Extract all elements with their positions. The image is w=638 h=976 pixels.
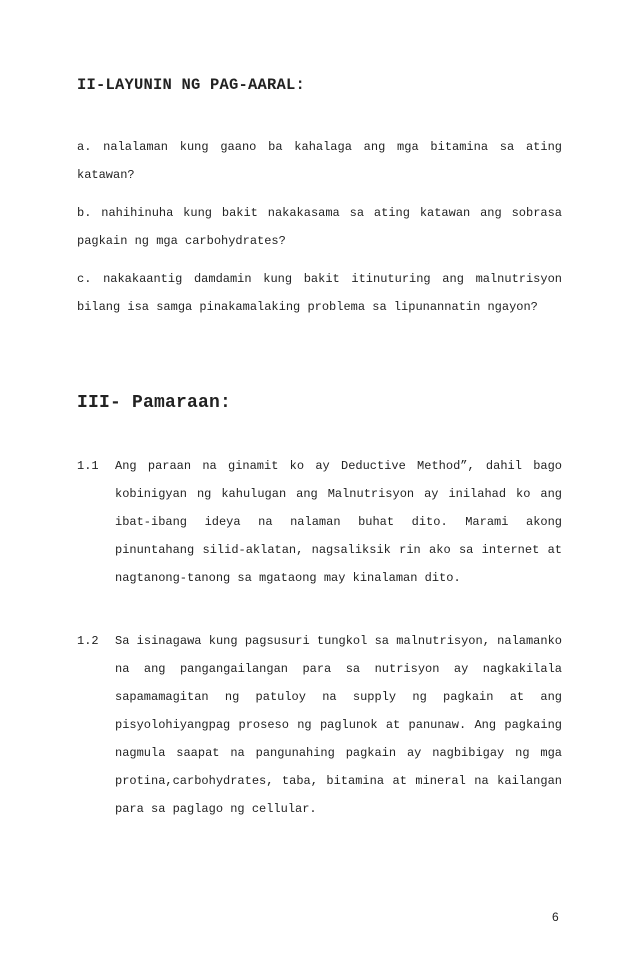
page-number: 6 [552, 910, 559, 924]
method-item-1-2 [77, 627, 562, 823]
method-item-number: 1.1 [77, 459, 99, 473]
method-item-1-1 [77, 452, 562, 592]
objective-item-c-line1: c. nakakaantig damdamin kung bakit itinuturing ang malnutrisyon [77, 272, 562, 286]
method-item-number: 1.2 [77, 634, 99, 648]
objective-item-b-line2: pagkain ng mga carbohydrates? [77, 234, 286, 248]
objective-item-c [77, 265, 562, 321]
objective-item-c-line2: bilang isa samga pinakamalaking problema sa lipunannatin ngayon? [77, 300, 538, 314]
objective-item-b [77, 199, 562, 255]
objective-item-a [77, 133, 562, 189]
objective-item-b-line1: b. nahihinuha kung bakit nakakasama sa ating katawan ang sobrasa [77, 206, 562, 220]
objective-item-a-line2: katawan? [77, 168, 135, 182]
section-heading-objectives: II-LAYUNIN NG PAG-AARAL: [77, 76, 306, 94]
method-item-text: Ang paraan na ginamit ko ay Deductive Method”, dahil bago kobinigyan ng kahulugan ang Malnutrisyon ay inilahad ko ang ibat-ibang ideya na nalaman buhat dito. Marami akong pinuntahang silid-aklatan, nagsaliksik rin ako sa internet at nagtanong-tanong sa mgataong may kinalaman dito. [115, 459, 562, 585]
method-item-text: Sa isinagawa kung pagsusuri tungkol sa malnutrisyon, nalamanko na ang pangangailangan para sa nutrisyon ay nagkakilala sapamamagitan ng patuloy na supply ng pagkain at ang pisyolohiyangpag proseso ng paglunok at panunaw. Ang pagkaing nagmula saapat na pangunahing pagkain ay nagbibigay ng mga protina,carbohydrates, taba, bitamina at mineral na kailangan para sa paglago ng cellular. [115, 634, 562, 816]
objective-item-a-line1: a. nalalaman kung gaano ba kahalaga ang mga bitamina sa ating [77, 140, 562, 154]
section-heading-method: III- Pamaraan: [77, 393, 232, 413]
